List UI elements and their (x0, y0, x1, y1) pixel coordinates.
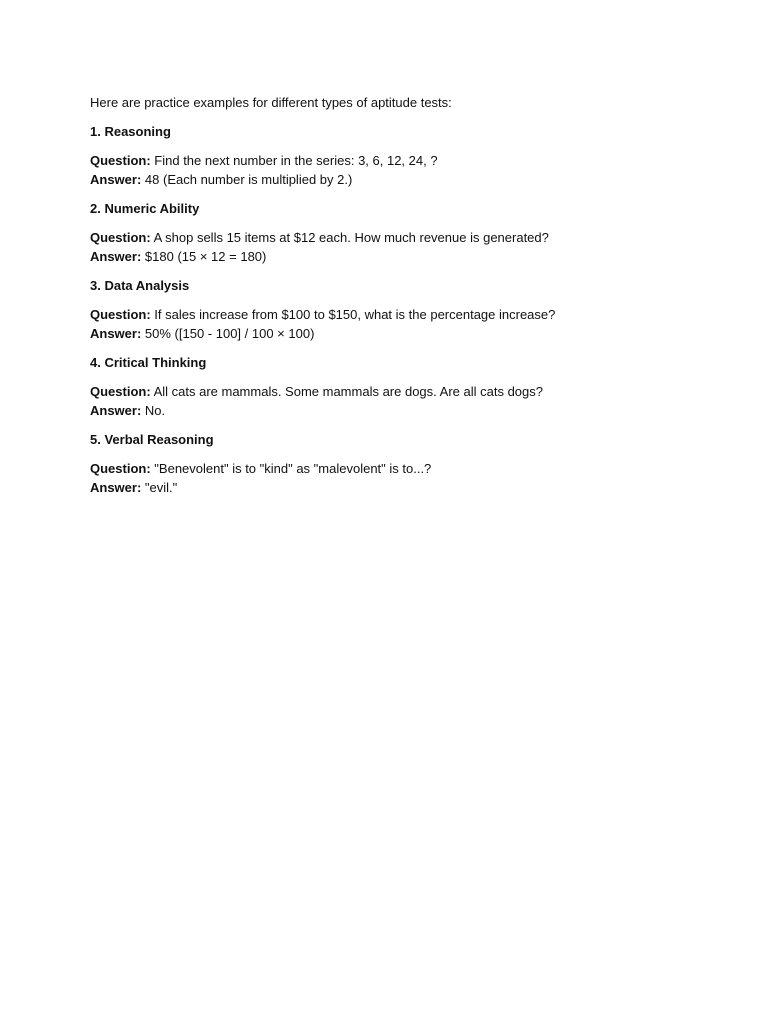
answer-text: "evil." (144, 480, 178, 495)
question-text: A shop sells 15 items at $12 each. How much revenue is generated? (153, 230, 549, 245)
section-heading: 4. Critical Thinking (90, 355, 207, 370)
answer-label: Answer: (90, 172, 142, 187)
question-line (90, 459, 710, 478)
question-text: "Benevolent" is to "kind" as "malevolent" is to...? (154, 461, 432, 476)
section-heading: 3. Data Analysis (90, 278, 190, 293)
question-line (90, 228, 710, 247)
question-label: Question: (90, 384, 151, 399)
answer-text: 50% ([150 - 100] / 100 × 100) (144, 326, 315, 341)
question-line (90, 305, 710, 324)
section-heading: 2. Numeric Ability (90, 201, 200, 216)
section-verbal-reasoning (90, 430, 710, 497)
answer-label: Answer: (90, 249, 142, 264)
question-label: Question: (90, 461, 151, 476)
answer-line (90, 401, 710, 420)
answer-text: $180 (15 × 12 = 180) (144, 249, 267, 264)
section-heading: 5. Verbal Reasoning (90, 432, 214, 447)
document-page (90, 93, 710, 507)
question-label: Question: (90, 153, 151, 168)
answer-text: No. (144, 403, 166, 418)
section-data-analysis (90, 276, 710, 343)
question-line (90, 382, 710, 401)
question-text: If sales increase from $100 to $150, what is the percentage increase? (154, 307, 556, 322)
answer-line (90, 247, 710, 266)
section-critical-thinking (90, 353, 710, 420)
answer-label: Answer: (90, 403, 142, 418)
section-reasoning (90, 122, 710, 189)
question-label: Question: (90, 230, 151, 245)
question-label: Question: (90, 307, 151, 322)
section-numeric-ability (90, 199, 710, 266)
answer-line (90, 478, 710, 497)
question-line (90, 151, 710, 170)
answer-line (90, 170, 710, 189)
question-text: Find the next number in the series: 3, 6, 12, 24, ? (154, 153, 438, 168)
section-heading: 1. Reasoning (90, 124, 171, 139)
answer-label: Answer: (90, 480, 142, 495)
answer-line (90, 324, 710, 343)
answer-label: Answer: (90, 326, 142, 341)
answer-text: 48 (Each number is multiplied by 2.) (144, 172, 353, 187)
question-text: All cats are mammals. Some mammals are dogs. Are all cats dogs? (153, 384, 544, 399)
intro-text: Here are practice examples for different types of aptitude tests: (90, 95, 452, 110)
